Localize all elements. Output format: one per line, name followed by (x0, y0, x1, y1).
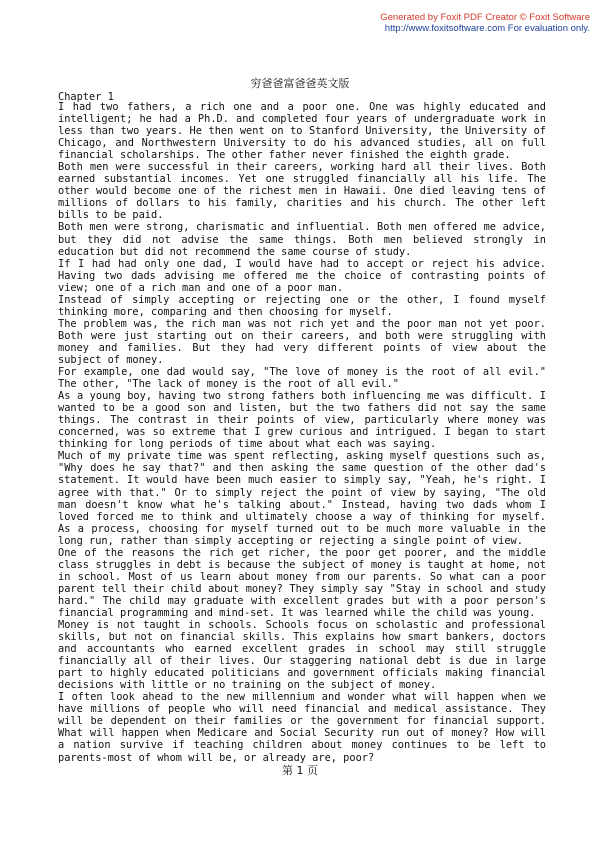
paragraph: As a young boy, having two strong fathers both influencing me was difficult. I wanted to be a good son and listen, but the two fathers did not say the same things. The contrast in their points of view, particularly where money was concerned, was so extreme that I grew curious and intrigued. I began to start thinking for long periods of time about what each was saying. (58, 390, 546, 451)
paragraph: I often look ahead to the new millennium and wonder what will happen when we have millions of people who will need financial and medical assistance. They will be dependent on their families or the government for financial support. What will happen when Medicare and Social Security run out of money? How will a nation survive if teaching children about money continues to be left to parents-most of whom will be, or already are, poor? (58, 691, 546, 764)
watermark-url-text: http://www.foxitsoftware.com For evaluation only. (384, 23, 590, 34)
paragraph: If I had had only one dad, I would have had to accept or reject his advice. Having two dads advising me offered me the choice of contrasting points of view; one of a rich man and one of a poor man. (58, 257, 546, 294)
paragraph: For example, one dad would say, "The love of money is the root of all evil." The other, "The lack of money is the root of all evil." (58, 366, 546, 391)
watermark-generator-text: Generated by Foxit PDF Creator © Foxit Software (380, 12, 590, 23)
body-text (58, 101, 546, 764)
chapter-heading: Chapter 1 (58, 91, 114, 103)
paragraph: Money is not taught in schools. Schools focus on scholastic and professional skills, but not on financial skills. This explains how smart bankers, doctors and accountants who earned excellent grades in school may still struggle financially all of their lives. Our staggering national debt is due in large part to highly educated politicians and government officials making financial decisions with little or no training on the subject of money. (58, 619, 546, 692)
page-number: 第 1 页 (282, 764, 318, 777)
paragraph: Both men were strong, charismatic and influential. Both men offered me advice, but they did not advise the same things. Both men believed strongly in education but did not recommend the same course of study. (58, 221, 546, 258)
watermark (310, 12, 590, 34)
paragraph: I had two fathers, a rich one and a poor one. One was highly educated and intelligent; he had a Ph.D. and completed four years of undergraduate work in less than two years. He then went on to Stanford University, the University of Chicago, and Northwestern University to do his advanced studies, all on full financial scholarships. The other father never finished the eighth grade. (58, 101, 546, 162)
paragraph: Much of my private time was spent reflecting, asking myself questions such as, "Why does he say that?" and then asking the same question of the other dad's statement. It would have been much easier to simply say, "Yeah, he's right. I agree with that." Or to simply reject the point of view by saying, "The old man doesn't know what he's talking about." Instead, having two dads whom I loved forced me to think and ultimately choose a way of thinking for myself. As a process, choosing for myself turned out to be much more valuable in the long run, rather than simply accepting or rejecting a single point of view. (58, 450, 546, 547)
paragraph: Instead of simply accepting or rejecting one or the other, I found myself thinking more, comparing and then choosing for myself. (58, 293, 546, 318)
paragraph: One of the reasons the rich get richer, the poor get poorer, and the middle class struggles in debt is because the subject of money is taught at home, not in school. Most of us learn about money from our parents. So what can a poor parent tell their child about money? They simply say "Stay in school and study hard." The child may graduate with excellent grades but with a poor person's financial programming and mind-set. It was learned while the child was young. (58, 546, 546, 619)
paragraph: The problem was, the rich man was not rich yet and the poor man not yet poor. Both were just starting out on their careers, and both were struggling with money and families. But they had very different points of view about the subject of money. (58, 317, 546, 366)
page-title: 穷爸爸富爸爸英文版 (250, 77, 350, 90)
paragraph: Both men were successful in their careers, working hard all their lives. Both earned substantial incomes. Yet one struggled financially all his life. The other would become one of the richest men in Hawaii. One died leaving tens of millions of dollars to his family, charities and his church. The other left bills to be paid. (58, 161, 546, 222)
